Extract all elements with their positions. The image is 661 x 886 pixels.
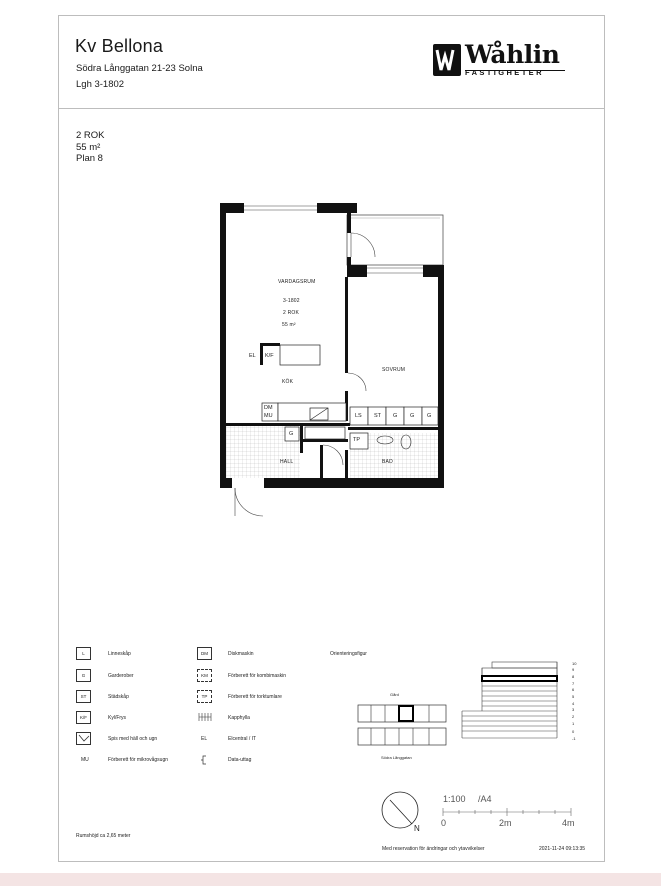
legend-code-9: TP bbox=[197, 690, 212, 703]
floor-label: 4 bbox=[572, 701, 575, 706]
stove-icon bbox=[76, 732, 91, 745]
header-rule bbox=[58, 108, 605, 109]
disclaimer: Med reservation för ändringar och ytavvikelser bbox=[382, 846, 485, 852]
floor-label: 3 bbox=[572, 707, 575, 712]
apartment-info bbox=[76, 130, 105, 165]
legend-label-12: Data-uttag bbox=[228, 757, 252, 763]
legend-code-2: G bbox=[76, 669, 91, 682]
legend-label-10: Kapphylla bbox=[228, 715, 250, 721]
scale-ratio: 1:100 bbox=[443, 794, 466, 804]
legend-label-3: Städskåp bbox=[108, 694, 129, 700]
floor-label: 7 bbox=[572, 681, 575, 686]
floor-label: 9 bbox=[572, 667, 575, 672]
fixture-g-3: G bbox=[427, 413, 432, 419]
floor-label: 2 bbox=[572, 714, 575, 719]
legend-label-8: Förberett för kombimaskin bbox=[228, 673, 287, 679]
unit-number: 3-1802 bbox=[283, 298, 300, 304]
floor-label: 10 bbox=[572, 661, 577, 666]
fixture-kf: K/F bbox=[265, 353, 274, 359]
legend-code-7: DM bbox=[197, 647, 212, 660]
brand-subtitle: FASTIGHETER bbox=[465, 68, 544, 77]
fixture-el: EL bbox=[249, 353, 256, 359]
property-title: Kv Bellona bbox=[75, 36, 164, 56]
bottom-band bbox=[0, 873, 661, 886]
floor-label: -1 bbox=[572, 736, 576, 741]
orientation-title: Orienteringsfigur bbox=[330, 651, 367, 657]
floor-plan bbox=[210, 195, 460, 520]
ceiling-height: Rumshöjd ca 2,65 meter bbox=[76, 833, 131, 839]
scale-bar bbox=[441, 806, 575, 818]
legend-code-8: KM bbox=[197, 669, 212, 682]
unit-rooms: 2 ROK bbox=[283, 310, 300, 316]
orientation-street-label: Södra Långgatan bbox=[381, 755, 412, 760]
legend-code-3: ST bbox=[76, 690, 91, 703]
room-label-bath: BAD bbox=[382, 459, 393, 465]
coat-rack-icon bbox=[198, 712, 212, 722]
fixture-g-2: G bbox=[410, 413, 415, 419]
fixture-mu: MU bbox=[264, 413, 273, 419]
orientation-map bbox=[357, 704, 447, 746]
brand-name: Wåhlin bbox=[465, 40, 560, 69]
apartment-floor: Plan 8 bbox=[76, 153, 103, 164]
floor-label: 5 bbox=[572, 694, 575, 699]
property-unit: Lgh 3-1802 bbox=[76, 79, 125, 90]
fixture-tp: TP bbox=[353, 437, 361, 443]
floor-label: 0 bbox=[572, 729, 575, 734]
fixture-g-1: G bbox=[393, 413, 398, 419]
timestamp: 2021-11-24 09:13:35 bbox=[539, 846, 586, 852]
fixture-dm: DM bbox=[264, 405, 273, 411]
floor-plan-drawing bbox=[210, 195, 460, 520]
apartment-area: 55 m² bbox=[76, 141, 101, 153]
legend-label-9: Förberett för torktumlare bbox=[228, 694, 282, 700]
legend-label-11: Elcentral / IT bbox=[228, 736, 257, 742]
unit-area: 55 m² bbox=[282, 322, 296, 328]
legend-code-1: L bbox=[76, 647, 91, 660]
room-label-kitchen: KÖK bbox=[282, 379, 294, 385]
orientation-north-label: Gård bbox=[390, 692, 399, 697]
room-label-living: VARDAGSRUM bbox=[278, 279, 316, 285]
legend-label-2: Garderober bbox=[108, 673, 134, 679]
floor-label: 1 bbox=[572, 721, 575, 726]
floor-label: 6 bbox=[572, 687, 575, 692]
data-outlet-icon bbox=[200, 755, 208, 765]
legend-code-6: MU bbox=[81, 757, 89, 763]
room-label-bedroom: SOVRUM bbox=[382, 367, 406, 373]
room-label-hall: HALL bbox=[280, 459, 294, 465]
scale-tick-4m: 4m bbox=[562, 818, 575, 828]
elevation-diagram bbox=[460, 660, 570, 745]
fixture-ls: LS bbox=[355, 413, 362, 419]
legend-label-7: Diskmaskin bbox=[228, 651, 254, 657]
legend-label-6: Förberett för mikrovågsugn bbox=[108, 757, 169, 763]
floor-label: 8 bbox=[572, 674, 575, 679]
legend-label-5: Spis med häll och ugn bbox=[108, 736, 158, 742]
scale-tick-0: 0 bbox=[441, 818, 447, 828]
legend-code-11: EL bbox=[201, 736, 208, 742]
scale-tick-2m: 2m bbox=[499, 818, 512, 828]
fixture-g-hall: G bbox=[289, 431, 294, 437]
legend-code-4: K/F bbox=[76, 711, 91, 724]
scale-paper: /A4 bbox=[478, 794, 492, 804]
legend-label-4: Kyl/Frys bbox=[108, 715, 127, 721]
compass-north-label: N bbox=[414, 824, 420, 833]
fixture-st: ST bbox=[374, 413, 382, 419]
legend-label-1: Linneskåp bbox=[108, 651, 131, 657]
property-address: Södra Långgatan 21-23 Solna bbox=[76, 63, 203, 74]
apartment-rooms: 2 ROK bbox=[76, 130, 105, 141]
